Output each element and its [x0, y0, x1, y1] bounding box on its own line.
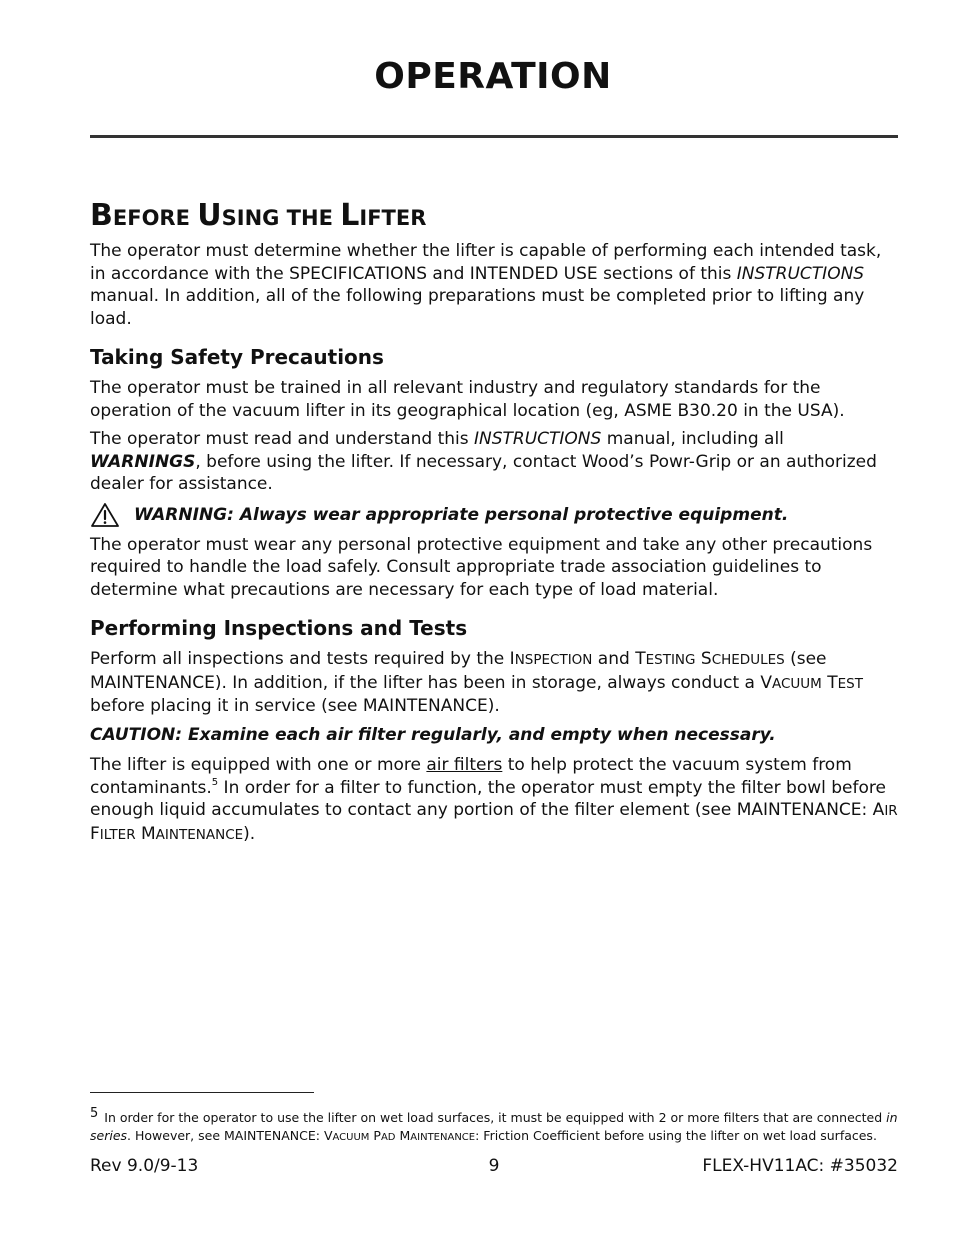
small-caps-text: AINTENANCE: [155, 826, 244, 843]
filter-paragraph: [90, 754, 900, 846]
warning-triangle-icon: [90, 502, 120, 528]
air-filters-link[interactable]: air filters: [426, 755, 503, 775]
main-content: [90, 200, 900, 852]
filter-caution: CAUTION: Examine each air filter regularly, and empty when necessary.: [90, 724, 776, 745]
footnote-divider: [90, 1092, 314, 1093]
manual-name: INSTRUCTIONS: [474, 429, 602, 449]
small-caps-text: ILTER: [99, 826, 136, 843]
small-caps-initial: V: [323, 1128, 333, 1143]
section-heading: [90, 200, 900, 234]
inspections-paragraph: [90, 648, 900, 718]
page-number: 9: [488, 1156, 500, 1176]
heading-initial: L: [340, 198, 360, 233]
intro-text: manual. In addition, all of the following preparations must be completed prior to lifting any load.: [90, 286, 865, 329]
small-caps-initial: T: [635, 649, 646, 669]
small-caps-initial: A: [872, 800, 885, 820]
intro-paragraph: [90, 240, 900, 330]
paragraph-text: , before using the lifter. If necessary, contact Wood’s Powr-Grip or an authorized dealer for assistance.: [90, 451, 877, 494]
paragraph-text: In order for a filter to function, the operator must empty the filter bowl before enough liquid accumulates to contact any portion of the filter element (see MAINTENANCE:: [90, 777, 886, 820]
small-caps-initial: M: [141, 823, 156, 844]
heading-text: SING THE: [221, 206, 341, 230]
warnings-emphasis: WARNINGS: [90, 451, 196, 472]
small-caps-text: ESTING: [645, 652, 696, 668]
paragraph-text: The lifter is equipped with one or more: [90, 755, 427, 775]
paragraph-text: ).: [243, 823, 256, 844]
footnote: [90, 1105, 900, 1147]
footnote-text: : Friction Coefficient before using the lifter on wet load surfaces.: [475, 1128, 877, 1143]
small-caps-initial: M: [399, 1128, 411, 1143]
footnote-text: . However, see MAINTENANCE:: [127, 1128, 324, 1143]
paragraph-text: (see MAINTENANCE). In addition, if the lifter has been in storage, always conduct a: [90, 649, 827, 693]
ppe-warning: [90, 502, 900, 528]
small-caps-initial: T: [827, 672, 838, 693]
title-divider: [90, 135, 898, 138]
warning-text: WARNING: Always wear appropriate personal protective equipment.: [134, 504, 789, 525]
small-caps-text: AINTENANCE: [410, 1132, 476, 1143]
paragraph-text: before placing it in service (see MAINTENANCE).: [90, 696, 500, 716]
footnote-text: In order for the operator to use the lifter on wet load surfaces, it must be equipped with 2 or more filters that are connected: [104, 1110, 887, 1125]
small-caps-text: NSPECTION: [514, 652, 593, 668]
small-caps-initial: P: [373, 1128, 381, 1143]
inspections-heading: Performing Inspections and Tests: [90, 616, 468, 640]
safety-paragraph-ppe: The operator must wear any personal protective equipment and take any other precautions required to handle the load safely. Consult appropriate trade association guidelines to determine what precautions are necessary for each type of load material.: [90, 534, 873, 600]
manual-name: INSTRUCTIONS: [736, 263, 865, 284]
small-caps-initial: I: [509, 649, 515, 669]
heading-text: IFTER: [359, 206, 427, 230]
footnote-number: 5: [90, 1106, 99, 1121]
small-caps-initial: S: [700, 649, 712, 669]
small-caps-text: AD: [380, 1132, 396, 1143]
heading-initial: B: [90, 198, 113, 233]
intro-text: The operator must determine whether the lifter is capable of performing each intended task, in accordance with the SPECIFICATIONS and INTENDED USE sections of this: [90, 241, 882, 284]
footnote-reference[interactable]: 5: [211, 776, 219, 788]
heading-initial: U: [197, 198, 222, 233]
small-caps-initial: V: [760, 672, 772, 693]
small-caps-text: CHEDULES: [711, 652, 785, 668]
model-label: FLEX-HV11AC: #35032: [702, 1156, 898, 1176]
revision-label: Rev 9.0/9-13: [90, 1156, 199, 1176]
footnote-italic: in series: [90, 1110, 898, 1143]
paragraph-text: and: [592, 649, 636, 669]
page-title: OPERATION: [374, 56, 612, 97]
safety-paragraph-training: The operator must be trained in all relevant industry and regulatory standards for the operation of the vacuum lifter in its geographical location (eg, ASME B30.20 in the USA).: [90, 378, 845, 421]
paragraph-text: manual, including all: [601, 429, 784, 449]
small-caps-text: IR: [884, 803, 898, 819]
safety-heading: Taking Safety Precautions: [90, 345, 384, 369]
safety-paragraph-read-manual: [90, 428, 900, 496]
small-caps-text: ACUUM: [332, 1132, 370, 1143]
small-caps-text: EST: [837, 675, 863, 692]
heading-text: EFORE: [112, 206, 198, 230]
paragraph-text: to help protect the vacuum system from contaminants.: [90, 755, 852, 798]
small-caps-initial: F: [90, 823, 100, 844]
small-caps-text: ACUUM: [772, 675, 822, 692]
paragraph-text: Perform all inspections and tests required by the: [90, 649, 510, 669]
paragraph-text: The operator must read and understand this: [90, 429, 474, 449]
